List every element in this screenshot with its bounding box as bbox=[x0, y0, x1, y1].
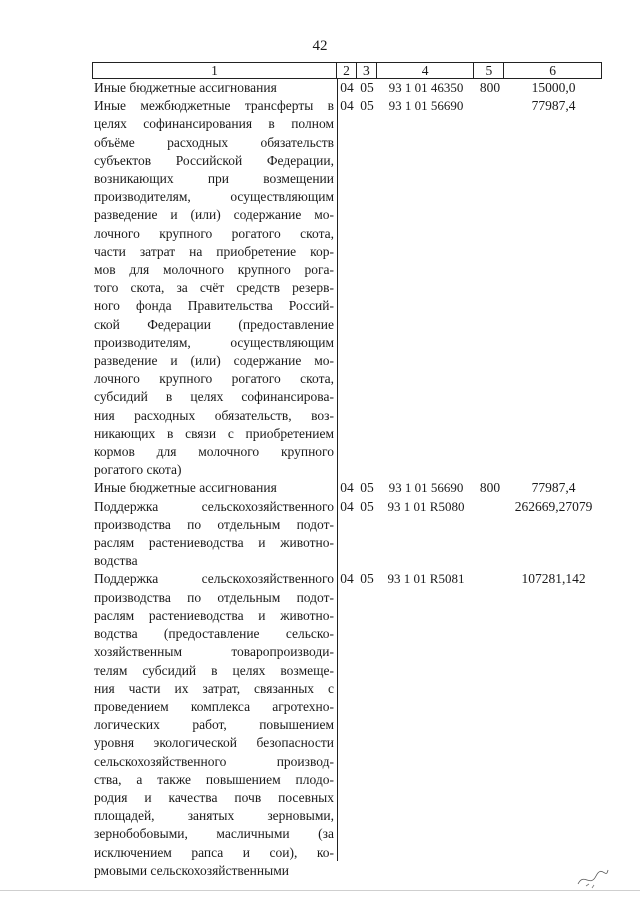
description-line: производства по отдельным подот- bbox=[94, 589, 334, 605]
header-col-6: 6 bbox=[549, 63, 557, 78]
table-row bbox=[92, 498, 602, 571]
signature-mark-icon bbox=[572, 862, 612, 892]
description-line: ской Федерации (предоставление bbox=[94, 316, 334, 332]
table-row bbox=[92, 97, 602, 479]
description-line: кормов для молочного крупного bbox=[94, 444, 334, 460]
amount-value: 15000,0 bbox=[531, 80, 576, 95]
description-line: целях софинансирования в полном bbox=[94, 116, 334, 132]
description-line: субъектов Российской Федерации, bbox=[94, 152, 334, 168]
target-article-code: 93 1 01 46350 bbox=[388, 80, 464, 95]
subsection-code: 05 bbox=[360, 98, 374, 114]
description-line: Поддержка сельскохозяйственного bbox=[94, 498, 334, 514]
description-line: Иные бюджетные ассигнования bbox=[94, 480, 277, 496]
row-description bbox=[92, 97, 337, 479]
target-article-code: 93 1 01 R5081 bbox=[387, 571, 465, 587]
description-line: мов для молочного крупного рога- bbox=[94, 262, 334, 278]
description-line: никающих в связи с приобретением bbox=[94, 425, 334, 441]
page-number: 42 bbox=[312, 38, 328, 54]
description-line: Иные бюджетные ассигнования bbox=[94, 80, 277, 95]
row-description bbox=[92, 479, 337, 497]
table-header bbox=[92, 62, 602, 79]
row-description bbox=[92, 570, 337, 879]
column-divider bbox=[337, 79, 338, 861]
description-line: водства bbox=[94, 553, 138, 569]
description-line: зернобобовыми, масличными (за bbox=[94, 826, 334, 842]
description-line: ного фонда Правительства Россий- bbox=[94, 298, 334, 314]
row-description bbox=[92, 498, 337, 571]
header-col-3: 3 bbox=[357, 63, 377, 78]
target-article-code: 93 1 01 56690 bbox=[388, 480, 464, 496]
target-article-code: 93 1 01 56690 bbox=[388, 98, 464, 114]
subsection-code: 05 bbox=[360, 480, 374, 496]
expense-type-code: 800 bbox=[479, 80, 501, 95]
section-code: 04 bbox=[340, 98, 354, 114]
table-row bbox=[92, 570, 602, 879]
description-line: Поддержка сельскохозяйственного bbox=[94, 571, 334, 587]
section-code: 04 bbox=[340, 571, 354, 587]
target-article-code: 93 1 01 R5080 bbox=[387, 498, 465, 514]
header-col-2: 2 bbox=[337, 63, 357, 78]
description-line: разведение и (или) содержание мо- bbox=[94, 207, 334, 223]
header-col-4: 4 bbox=[377, 63, 475, 78]
subsection-code: 05 bbox=[360, 571, 374, 587]
description-line: водства (предоставление сельско- bbox=[94, 626, 334, 642]
description-line: ния части их затрат, связанных с bbox=[94, 680, 334, 696]
subsection-code: 05 bbox=[360, 80, 374, 95]
expense-type-code: 800 bbox=[479, 480, 501, 496]
amount-value: 262669,27079 bbox=[514, 498, 593, 514]
description-line: ния расходных обязательств, воз- bbox=[94, 407, 334, 423]
description-line: субсидий в целях софинансирова- bbox=[94, 389, 334, 405]
description-line: логических работ, повышением bbox=[94, 717, 334, 733]
section-code: 04 bbox=[340, 80, 354, 95]
table-row bbox=[92, 79, 602, 97]
description-line: уровня экологической безопасности bbox=[94, 735, 334, 751]
description-line: производителям, осуществляющим bbox=[94, 189, 334, 205]
description-line: разведение и (или) содержание мо- bbox=[94, 353, 334, 369]
description-line: того скота, за счёт средств резерв- bbox=[94, 280, 334, 296]
description-line: исключением рапса и сои), ко- bbox=[94, 844, 334, 860]
table-body bbox=[92, 79, 602, 880]
description-line: ства, а также повышением плодо- bbox=[94, 771, 334, 787]
description-line: производителям, осуществляющим bbox=[94, 334, 334, 350]
description-line: объёме расходных обязательств bbox=[94, 134, 334, 150]
description-line: производства по отдельным подот- bbox=[94, 516, 334, 532]
description-line: раслям растениеводства и животно- bbox=[94, 607, 334, 623]
amount-value: 107281,142 bbox=[521, 571, 586, 587]
description-line: лочного крупного рогатого скота, bbox=[94, 225, 334, 241]
description-line: лочного крупного рогатого скота, bbox=[94, 371, 334, 387]
description-line: сельскохозяйственного производ- bbox=[94, 753, 334, 769]
description-line: хозяйственным товаропроизводи- bbox=[94, 644, 334, 660]
description-line: рогатого скота) bbox=[94, 462, 182, 478]
description-line: возникающих при возмещении bbox=[94, 171, 334, 187]
header-col-1: 1 bbox=[93, 63, 337, 78]
header-col-5: 5 bbox=[474, 63, 504, 78]
description-line: рмовыми сельскохозяйственными bbox=[94, 862, 289, 878]
description-line: проведением комплекса агротехно- bbox=[94, 698, 334, 714]
description-line: Иные межбюджетные трансферты в bbox=[94, 98, 334, 114]
page-bottom-rule bbox=[0, 890, 640, 891]
section-code: 04 bbox=[340, 498, 354, 514]
budget-table bbox=[92, 62, 602, 880]
amount-value: 77987,4 bbox=[531, 480, 576, 496]
description-line: телям субсидий в целях возмеще- bbox=[94, 662, 334, 678]
description-line: родия и качества почв посевных bbox=[94, 789, 334, 805]
description-line: части затрат на приобретение кор- bbox=[94, 243, 334, 259]
section-code: 04 bbox=[340, 480, 354, 496]
description-line: раслям растениеводства и животно- bbox=[94, 535, 334, 551]
row-description bbox=[92, 79, 337, 97]
subsection-code: 05 bbox=[360, 498, 374, 514]
description-line: площадей, занятых зерновыми, bbox=[94, 808, 334, 824]
amount-value: 77987,4 bbox=[531, 98, 576, 114]
table-row bbox=[92, 479, 602, 497]
